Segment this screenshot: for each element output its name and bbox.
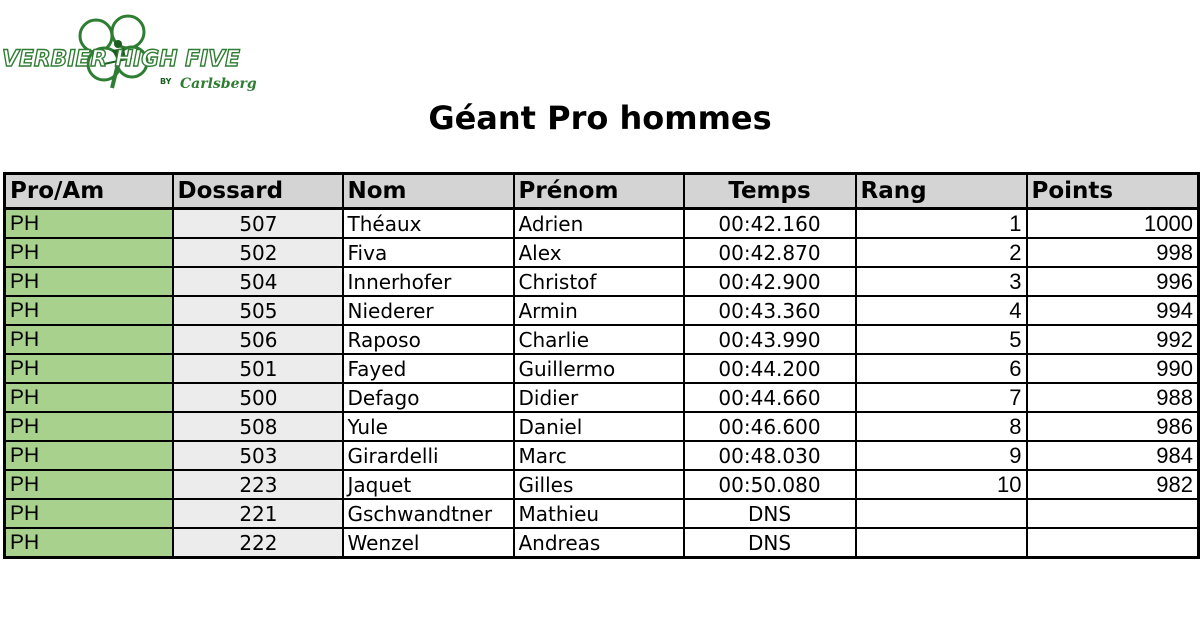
cell-dossard: 508 [173, 412, 343, 441]
header-row [5, 174, 1199, 209]
cell-prenom: Mathieu [514, 499, 684, 528]
header-proam: Pro/Am [5, 174, 173, 209]
cell-nom: Girardelli [343, 441, 514, 470]
cell-rang: 1 [856, 209, 1027, 239]
cell-prenom: Christof [514, 267, 684, 296]
cell-prenom: Gilles [514, 470, 684, 499]
header-rang: Rang [856, 174, 1027, 209]
cell-prenom: Didier [514, 383, 684, 412]
cell-points [1027, 499, 1199, 528]
cell-nom: Gschwandtner [343, 499, 514, 528]
table-row [5, 209, 1199, 239]
cell-rang [856, 528, 1027, 558]
table-row [5, 354, 1199, 383]
cell-proam: PH [5, 325, 173, 354]
logo-sponsor: Carlsberg [180, 76, 257, 92]
header-dossard: Dossard [173, 174, 343, 209]
table-row [5, 441, 1199, 470]
cell-temps: 00:42.870 [684, 238, 856, 267]
cell-proam: PH [5, 209, 173, 239]
header-nom: Nom [343, 174, 514, 209]
cell-rang: 2 [856, 238, 1027, 267]
cell-points: 994 [1027, 296, 1199, 325]
cell-nom: Fayed [343, 354, 514, 383]
cell-proam: PH [5, 267, 173, 296]
cell-proam: PH [5, 238, 173, 267]
cell-points: 984 [1027, 441, 1199, 470]
table-row [5, 412, 1199, 441]
cell-nom: Théaux [343, 209, 514, 239]
cell-nom: Innerhofer [343, 267, 514, 296]
page-title: Géant Pro hommes [428, 99, 772, 137]
results-table [3, 172, 1200, 559]
cell-points: 998 [1027, 238, 1199, 267]
table-row [5, 238, 1199, 267]
cell-prenom: Adrien [514, 209, 684, 239]
results-table-header [5, 174, 1199, 209]
cell-rang: 9 [856, 441, 1027, 470]
cell-prenom: Armin [514, 296, 684, 325]
cell-nom: Jaquet [343, 470, 514, 499]
cell-proam: PH [5, 383, 173, 412]
cell-dossard: 222 [173, 528, 343, 558]
cell-rang: 6 [856, 354, 1027, 383]
cell-temps: 00:46.600 [684, 412, 856, 441]
cell-temps: 00:48.030 [684, 441, 856, 470]
cell-rang: 4 [856, 296, 1027, 325]
cell-rang [856, 499, 1027, 528]
cell-temps: 00:50.080 [684, 470, 856, 499]
table-row [5, 383, 1199, 412]
cell-nom: Niederer [343, 296, 514, 325]
cell-proam: PH [5, 412, 173, 441]
cell-temps: 00:44.200 [684, 354, 856, 383]
cell-temps: 00:43.360 [684, 296, 856, 325]
cell-proam: PH [5, 354, 173, 383]
header-points: Points [1027, 174, 1199, 209]
cell-nom: Defago [343, 383, 514, 412]
cell-dossard: 221 [173, 499, 343, 528]
event-logo [0, 14, 257, 92]
cell-dossard: 504 [173, 267, 343, 296]
cell-proam: PH [5, 296, 173, 325]
cell-points [1027, 528, 1199, 558]
cell-temps: 00:43.990 [684, 325, 856, 354]
table-row [5, 528, 1199, 558]
cell-temps: 00:44.660 [684, 383, 856, 412]
cell-rang: 3 [856, 267, 1027, 296]
cell-proam: PH [5, 441, 173, 470]
header-prenom: Prénom [514, 174, 684, 209]
cell-nom: Fiva [343, 238, 514, 267]
cell-dossard: 506 [173, 325, 343, 354]
cell-dossard: 500 [173, 383, 343, 412]
cell-dossard: 503 [173, 441, 343, 470]
cell-prenom: Guillermo [514, 354, 684, 383]
table-row [5, 499, 1199, 528]
cell-points: 992 [1027, 325, 1199, 354]
table-row [5, 296, 1199, 325]
cell-proam: PH [5, 499, 173, 528]
cell-dossard: 507 [173, 209, 343, 239]
cell-proam: PH [5, 470, 173, 499]
cell-prenom: Andreas [514, 528, 684, 558]
cell-prenom: Marc [514, 441, 684, 470]
cell-nom: Yule [343, 412, 514, 441]
cell-nom: Wenzel [343, 528, 514, 558]
cell-points: 990 [1027, 354, 1199, 383]
table-row [5, 470, 1199, 499]
cell-prenom: Alex [514, 238, 684, 267]
cell-points: 982 [1027, 470, 1199, 499]
cell-points: 996 [1027, 267, 1199, 296]
cell-temps: 00:42.160 [684, 209, 856, 239]
table-row [5, 325, 1199, 354]
cell-nom: Raposo [343, 325, 514, 354]
cell-dossard: 502 [173, 238, 343, 267]
cell-temps: DNS [684, 528, 856, 558]
cell-prenom: Daniel [514, 412, 684, 441]
cell-temps: DNS [684, 499, 856, 528]
cell-prenom: Charlie [514, 325, 684, 354]
cell-points: 1000 [1027, 209, 1199, 239]
cell-temps: 00:42.900 [684, 267, 856, 296]
cell-rang: 8 [856, 412, 1027, 441]
cell-rang: 7 [856, 383, 1027, 412]
table-row [5, 267, 1199, 296]
header-temps: Temps [684, 174, 856, 209]
cell-points: 986 [1027, 412, 1199, 441]
logo-wordmark: VERBIER HIGH FIVE [2, 47, 240, 72]
cell-dossard: 505 [173, 296, 343, 325]
logo-by: BY [160, 77, 172, 86]
results-table-body [5, 209, 1199, 558]
cell-dossard: 223 [173, 470, 343, 499]
cell-rang: 5 [856, 325, 1027, 354]
cell-dossard: 501 [173, 354, 343, 383]
cell-points: 988 [1027, 383, 1199, 412]
cell-rang: 10 [856, 470, 1027, 499]
cell-proam: PH [5, 528, 173, 558]
